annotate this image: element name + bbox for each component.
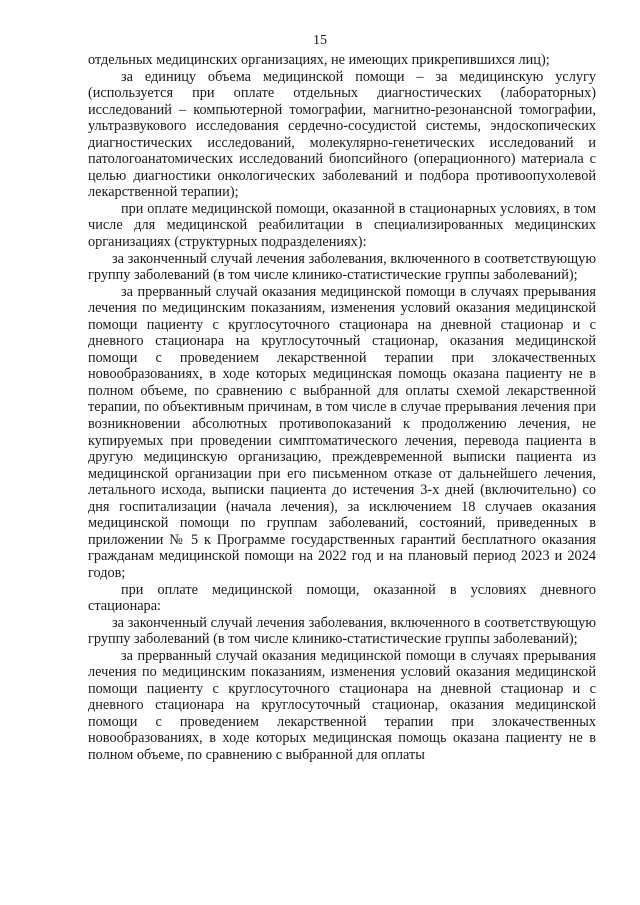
paragraph-day-hospital-payment: при оплате медицинской помощи, оказанной в условиях дневного стационара: bbox=[88, 581, 596, 615]
paragraph-inpatient-payment: при оплате медицинской помощи, оказанной в стационарных условиях, в том числе для медицинской реабилитации в специализированных медицинских организациях (структурных подразделениях): bbox=[88, 200, 596, 251]
paragraph-continuation: отдельных медицинских организациях, не имеющих прикрепившихся лиц); bbox=[88, 52, 550, 68]
paragraph-interrupted-case-day: за прерванный случай оказания медицинской помощи в случаях прерывания лечения по медицинским показаниям, изменения условий оказания медицинской помощи пациенту с круглосуточного стационара на дневной стационар и с дневного стационара на круглосуточный стационар, оказания медицинской помощи с проведением лекарственной терапии при злокачественных новообразованиях, в ходе которых медицинская помощь оказана пациенту не в полном объеме, по сравнению с выбранной для оплаты bbox=[88, 647, 596, 763]
paragraph-unit-of-volume: за единицу объема медицинской помощи – за медицинскую услугу (используется при оплате отдельных диагностических (лабораторных) исследований – компьютерной томографии, магнитно-резонансной томографии, ультразвукового исследования сердечно-сосудистой системы, эндоскопических диагностических исследований, молекулярно-генетических исследований и патологоанатомических исследований биопсийного (операционного) материала с целью диагностики онкологических заболеваний и подбора противоопухолевой лекарственной терапии); bbox=[88, 68, 596, 201]
document-body bbox=[88, 52, 596, 764]
page-number: 15 bbox=[313, 33, 327, 48]
paragraph-completed-case-day: за законченный случай лечения заболевания, включенного в соответствующую группу заболеваний (в том числе клинико-статистические группы заболеваний); bbox=[88, 614, 596, 648]
paragraph-interrupted-case: за прерванный случай оказания медицинской помощи в случаях прерывания лечения по медицинским показаниям, изменения условий оказания медицинской помощи пациенту с круглосуточного стационара на дневной стационар и с дневного стационара на круглосуточный стационар, оказания медицинской помощи с проведением лекарственной терапии при злокачественных новообразованиях, в ходе которых медицинская помощь оказана пациенту не в полном объеме, по сравнению с выбранной для оплаты схемой лекарственной терапии, по объективным причинам, в том числе в случае прерывания лечения при возникновении абсолютных противопоказаний к продолжению лечения, не купируемых при проведении симптоматического лечения, перевода пациента в другую медицинскую организацию, преждевременной выписки пациента из медицинской организации при его письменном отказе от дальнейшего лечения, летального исхода, выписки пациента до истечения 3-х дней (включительно) со дня госпитализации (начала лечения), за исключением 18 случаев оказания медицинской помощи по группам заболеваний, состояний, приведенных в приложении № 5 к Программе государственных гарантий бесплатного оказания гражданам медицинской помощи на 2022 год и на плановый период 2023 и 2024 годов; bbox=[88, 283, 596, 581]
paragraph-completed-case: за законченный случай лечения заболевания, включенного в соответствующую группу заболеваний (в том числе клинико-статистические группы заболеваний); bbox=[88, 250, 596, 284]
